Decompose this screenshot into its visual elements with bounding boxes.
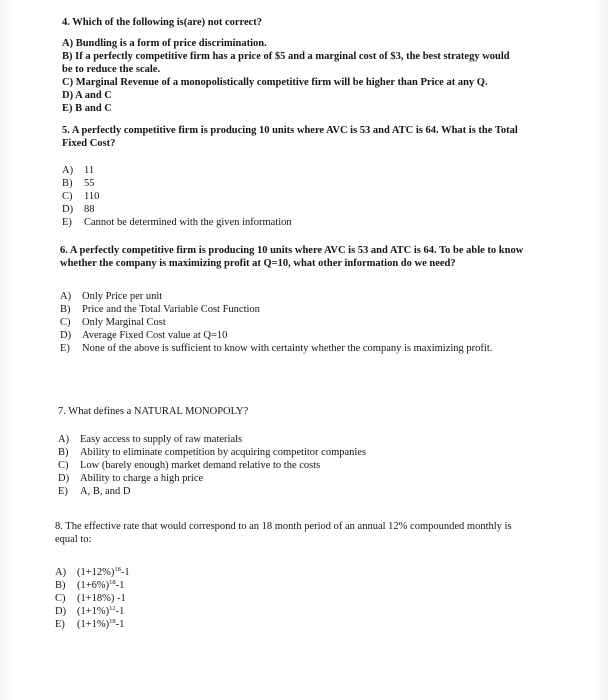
question-8-option-e: E) $(1+1\%)^{18}-1$ bbox=[55, 618, 125, 630]
question-5-option-a: A) 11 bbox=[62, 165, 95, 176]
question-4-stem: 4. Which of the following is(are) not correct? bbox=[62, 17, 263, 28]
question-6-option-b: B) Price and the Total Variable Cost Function bbox=[60, 304, 260, 315]
question-6-option-a: A) Only Price per unit bbox=[60, 291, 163, 302]
question-4-option-b: B) If a perfectly competitive firm has a price of $5 and a marginal cost of $3, the best strategy would be to reduce the scale. bbox=[62, 51, 510, 75]
question-7-option-a: A) Easy access to supply of raw materials bbox=[58, 434, 243, 445]
question-8-option-b: B) $(1+6\%)^{18}-1$ bbox=[55, 579, 125, 591]
question-8-option-c: C) (1+18%) -1 bbox=[55, 593, 126, 604]
question-4-option-c: C) Marginal Revenue of a monopolistically competitive firm will be higher than Price at any Q. bbox=[62, 77, 488, 88]
question-6-option-e: E) None of the above is sufficient to know with certainty whether the company is maximizing profit. bbox=[60, 343, 493, 354]
question-5-option-c: C) 110 bbox=[62, 191, 100, 202]
question-5-option-b: B) 55 bbox=[62, 178, 95, 189]
question-6-option-c: C) Only Marginal Cost bbox=[60, 317, 166, 328]
question-5-option-d: D) 88 bbox=[62, 204, 95, 215]
question-8-option-a: A) $(1+12\%)^{18}-1$ bbox=[55, 566, 130, 578]
question-8-option-d: D) $(1+1\%)^{12}-1$ bbox=[55, 605, 125, 617]
question-7-option-c: C) Low (barely enough) market demand relative to the costs bbox=[58, 460, 321, 471]
question-6-stem: 6. A perfectly competitive firm is producing 10 units where AVC is 53 and ATC is 64. To be able to know whether the company is maximizing profit at Q=10, what other information do we need? bbox=[60, 245, 524, 269]
question-5-option-e: E) Cannot be determined with the given information bbox=[62, 217, 292, 228]
question-6-option-d: D) Average Fixed Cost value at Q=10 bbox=[60, 330, 228, 341]
question-4-option-d: D) A and C bbox=[62, 90, 112, 101]
question-7-option-e: E) A, B, and D bbox=[58, 486, 131, 497]
question-8-stem: 8. The effective rate that would correspond to an 18 month period of an annual 12% compounded monthly is equal to: bbox=[55, 521, 512, 545]
question-4-option-a: A) Bundling is a form of price discrimination. bbox=[62, 38, 267, 49]
question-7-stem: 7. What defines a NATURAL MONOPOLY? bbox=[58, 406, 249, 417]
question-8 bbox=[55, 520, 535, 631]
question-4-option-e: E) B and C bbox=[62, 103, 112, 114]
question-5-stem: 5. A perfectly competitive firm is producing 10 units where AVC is 53 and ATC is 64. What is the Total Fixed Cost? bbox=[62, 125, 518, 149]
question-7-option-d: D) Ability to charge a high price bbox=[58, 473, 204, 484]
question-7-option-b: B) Ability to eliminate competition by acquiring competitor companies bbox=[58, 447, 367, 458]
question-5 bbox=[62, 124, 542, 229]
question-6 bbox=[60, 244, 550, 355]
question-4 bbox=[62, 16, 562, 115]
question-7 bbox=[58, 405, 548, 498]
